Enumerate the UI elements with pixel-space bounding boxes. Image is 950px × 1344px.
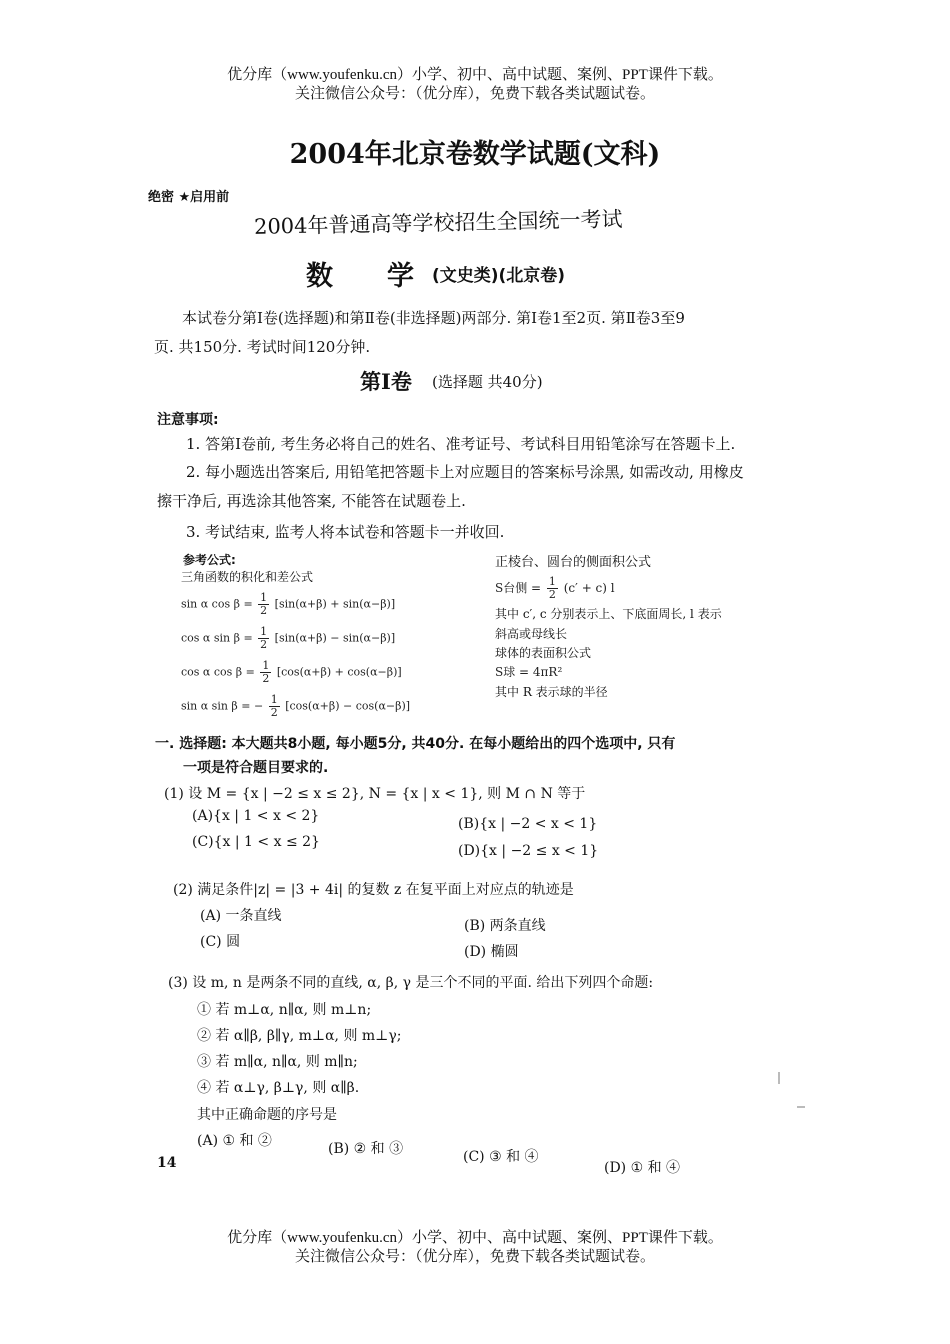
part1-subtitle: (选择题 共40分)	[432, 373, 543, 391]
q3-proposition-4: ④ 若 α⊥γ, β⊥γ, 则 α∥β.	[197, 1080, 360, 1096]
q1-option-d: (D){x | −2 ≤ x < 1}	[458, 843, 599, 859]
scan-noise	[778, 1072, 780, 1084]
half-fraction	[260, 660, 271, 685]
subject-sub: (文史类)(北京卷)	[432, 266, 566, 286]
q1-option-c: (C){x | 1 < x ≤ 2}	[192, 834, 320, 850]
half-fraction	[547, 576, 558, 601]
secret-mark: 绝密 ★启用前	[148, 190, 230, 205]
frustum-formula	[495, 576, 615, 601]
fraction-denominator: 2	[260, 604, 268, 617]
q3-option-d: (D) ① 和 ④	[604, 1160, 681, 1176]
formula-2-right: [sin(α+β) − sin(α−β)]	[274, 631, 396, 645]
half-fraction	[258, 592, 269, 617]
frustum-note-1: 其中 c′, c 分别表示上、下底面周长, l 表示	[495, 607, 722, 621]
fraction-numerator: 1	[262, 659, 270, 672]
q3-option-a: (A) ① 和 ②	[197, 1133, 272, 1149]
note-item-2a: 2. 每小题选出答案后, 用铅笔把答题卡上对应题目的答案标号涂黑, 如需改动, 用橡皮	[186, 463, 744, 481]
formula-3	[181, 660, 402, 685]
trig-heading: 三角函数的积化和差公式	[181, 570, 314, 584]
frustum-heading: 正棱台、圆台的侧面积公式	[495, 555, 652, 570]
intro-line-1: 本试卷分第Ⅰ卷(选择题)和第Ⅱ卷(非选择题)两部分. 第Ⅰ卷1至2页. 第Ⅱ卷3至9	[182, 309, 685, 327]
header-line-2: 关注微信公众号：（优分库），免费下载各类试题试卷。	[294, 86, 655, 102]
part1-title: 第Ⅰ卷	[360, 369, 412, 394]
q2-option-b: (B) 两条直线	[464, 918, 546, 934]
fraction-denominator: 2	[262, 672, 270, 685]
q3-option-c: (C) ③ 和 ④	[463, 1149, 539, 1165]
q2-option-d: (D) 椭圆	[464, 944, 519, 960]
fraction-numerator: 1	[270, 693, 278, 706]
sphere-formula: S球 = 4πR²	[495, 665, 563, 679]
note-item-2b: 擦干净后, 再选涂其他答案, 不能答在试题卷上.	[157, 492, 466, 510]
formula-1-left: sin α cos β =	[181, 597, 253, 611]
sphere-heading: 球体的表面积公式	[495, 646, 592, 660]
frustum-right: (c′ + c) l	[563, 581, 615, 595]
q1-option-b: (B){x | −2 < x < 1}	[458, 816, 598, 832]
frustum-note-2: 斜高或母线长	[495, 627, 568, 641]
formula-2	[181, 626, 395, 651]
formula-1-right: [sin(α+β) + sin(α−β)]	[274, 597, 396, 611]
section1-line-2: 一项是符合题目要求的.	[183, 760, 329, 776]
fraction-numerator: 1	[260, 591, 268, 604]
formula-3-right: [cos(α+β) + cos(α−β)]	[276, 665, 402, 679]
footer-line-2: 关注微信公众号：（优分库），免费下载各类试题试卷。	[294, 1249, 655, 1265]
q3-proposition-3: ③ 若 m∥α, n∥α, 则 m∥n;	[197, 1054, 358, 1070]
formula-4-left: sin α sin β = −	[181, 699, 264, 713]
page-number: 14	[157, 1155, 177, 1171]
fraction-denominator: 2	[548, 588, 556, 601]
frustum-left: S台侧 =	[495, 581, 542, 595]
sphere-note: 其中 R 表示球的半径	[495, 685, 608, 699]
note-item-1: 1. 答第Ⅰ卷前, 考生务必将自己的姓名、准考证号、考试科目用铅笔涂写在答题卡上.	[186, 435, 736, 453]
fraction-numerator: 1	[260, 625, 268, 638]
footer-line-1: 优分库（www.youfenku.cn）小学、初中、高中试题、案例、PPT课件下载。	[227, 1230, 723, 1246]
q1-stem: (1) 设 M = {x | −2 ≤ x ≤ 2}, N = {x | x < 1}, 则 M ∩ N 等于	[164, 786, 586, 802]
q2-stem: (2) 满足条件|z| = |3 + 4i| 的复数 z 在复平面上对应点的轨迹是	[173, 882, 574, 898]
formula-2-left: cos α sin β =	[181, 631, 253, 645]
q1-option-a: (A){x | 1 < x < 2}	[192, 808, 320, 824]
q3-stem: (3) 设 m, n 是两条不同的直线, α, β, γ 是三个不同的平面. 给出下列四个命题:	[168, 975, 654, 991]
q3-proposition-1: ① 若 m⊥α, n∥α, 则 m⊥n;	[197, 1002, 372, 1018]
q3-proposition-2: ② 若 α∥β, β∥γ, m⊥α, 则 m⊥γ;	[197, 1028, 402, 1044]
q3-option-b: (B) ② 和 ③	[328, 1141, 404, 1157]
subject-main: 数 学	[306, 261, 414, 292]
scan-noise	[797, 1106, 805, 1108]
q2-option-c: (C) 圆	[200, 934, 241, 950]
note-item-3: 3. 考试结束, 监考人将本试卷和答题卡一并收回.	[186, 523, 505, 541]
half-fraction	[269, 694, 280, 719]
formula-4-right: [cos(α+β) − cos(α−β)]	[285, 699, 411, 713]
formula-1	[181, 592, 395, 617]
section1-line-1: 一. 选择题: 本大题共8小题, 每小题5分, 共40分. 在每小题给出的四个选项中, 只有	[155, 736, 676, 752]
intro-line-2: 页. 共150分. 考试时间120分钟.	[154, 338, 371, 356]
formula-4	[181, 694, 410, 719]
notes-heading: 注意事项:	[157, 412, 219, 428]
fraction-numerator: 1	[548, 575, 556, 588]
fraction-denominator: 2	[270, 706, 278, 719]
q3-question: 其中正确命题的序号是	[197, 1107, 337, 1123]
fraction-denominator: 2	[260, 638, 268, 651]
exam-name: 2004年普通高等学校招生全国统一考试	[253, 207, 623, 239]
formula-3-left: cos α cos β =	[181, 665, 255, 679]
formula-heading: 参考公式:	[183, 553, 236, 567]
header-line-1: 优分库（www.youfenku.cn）小学、初中、高中试题、案例、PPT课件下载。	[227, 67, 723, 83]
document-title: 2004年北京卷数学试题(文科)	[289, 139, 661, 170]
q2-option-a: (A) 一条直线	[200, 908, 282, 924]
half-fraction	[258, 626, 269, 651]
